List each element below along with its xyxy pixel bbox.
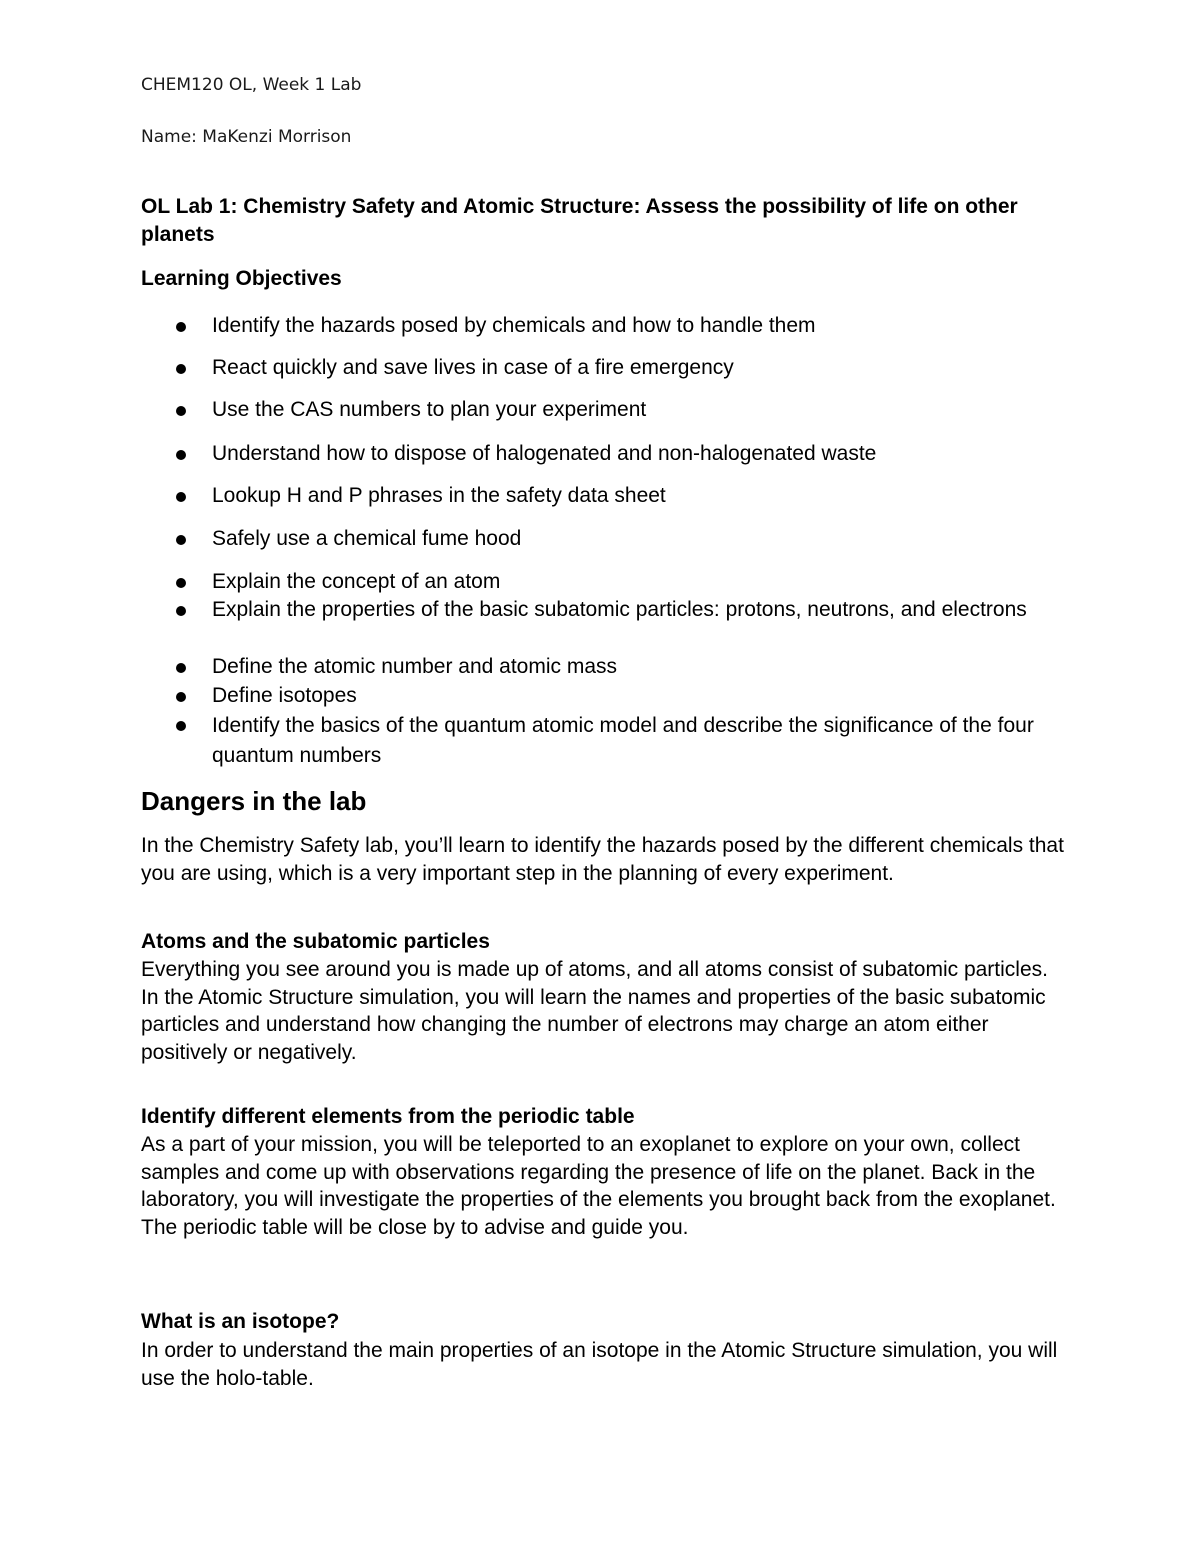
- objective-text: Lookup H and P phrases in the safety data sheet: [212, 484, 666, 507]
- bullet-icon: [176, 450, 186, 460]
- bullet-icon: [176, 578, 186, 588]
- atoms-heading: Atoms and the subatomic particles: [141, 930, 490, 953]
- atoms-paragraph: Everything you see around you is made up of atoms, and all atoms consist of subatomic particles. In the Atomic Structure simulation, you will learn the names and properties of the basic subatomic particles and understand how changing the number of electrons may charge an atom either positively or negatively.: [141, 958, 1048, 1064]
- bullet-icon: [176, 535, 186, 545]
- bullet-icon: [176, 663, 186, 673]
- isotope-paragraph: In order to understand the main properties of an isotope in the Atomic Structure simulation, you will use the holo-table.: [141, 1339, 1058, 1390]
- dangers-paragraph: In the Chemistry Safety lab, you’ll learn to identify the hazards posed by the different chemicals that you are using, which is a very important step in the planning of every experiment.: [141, 834, 1064, 885]
- objective-text: Use the CAS numbers to plan your experiment: [212, 398, 647, 421]
- bullet-icon: [176, 322, 186, 332]
- objective-text: Explain the concept of an atom: [212, 570, 501, 593]
- objective-text: React quickly and save lives in case of a fire emergency: [212, 356, 734, 379]
- bullet-icon: [176, 492, 186, 502]
- bullet-icon: [176, 721, 186, 731]
- objective-text: Safely use a chemical fume hood: [212, 527, 522, 550]
- bullet-icon: [176, 692, 186, 702]
- learning-objectives-heading: Learning Objectives: [141, 267, 342, 290]
- student-name: Name: MaKenzi Morrison: [141, 127, 352, 147]
- objective-text: Understand how to dispose of halogenated and non-halogenated waste: [212, 442, 877, 465]
- course-header: CHEM120 OL, Week 1 Lab: [141, 75, 362, 95]
- objective-text: Identify the basics of the quantum atomic model and describe the significance of the four quantum numbers: [212, 714, 1034, 767]
- bullet-icon: [176, 606, 186, 616]
- bullet-icon: [176, 406, 186, 416]
- dangers-heading: Dangers in the lab: [141, 786, 367, 816]
- lab-title: OL Lab 1: Chemistry Safety and Atomic Structure: Assess the possibility of life on other planets: [141, 195, 1018, 246]
- bullet-icon: [176, 364, 186, 374]
- elements-paragraph: As a part of your mission, you will be teleported to an exoplanet to explore on your own, collect samples and come up with observations regarding the presence of life on the planet. Back in the laboratory, you will investigate the properties of the elements you brought back from the exoplanet. The periodic table will be close by to advise and guide you.: [141, 1133, 1056, 1239]
- objective-text: Define isotopes: [212, 684, 357, 707]
- objective-text: Define the atomic number and atomic mass: [212, 655, 618, 678]
- elements-heading: Identify different elements from the periodic table: [141, 1105, 635, 1128]
- isotope-heading: What is an isotope?: [141, 1310, 340, 1333]
- objective-text: Explain the properties of the basic subatomic particles: protons, neutrons, and electrons: [212, 598, 1027, 621]
- objective-text: Identify the hazards posed by chemicals and how to handle them: [212, 314, 816, 337]
